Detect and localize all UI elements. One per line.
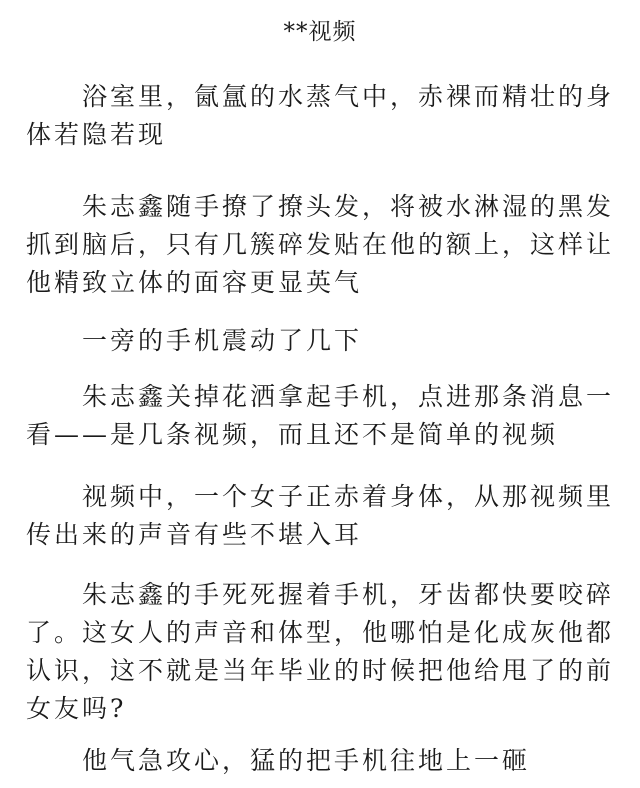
paragraph-2: 朱志鑫随手撩了撩头发，将被水淋湿的黑发抓到脑后，只有几簇碎发贴在他的额上，这样让他精致立体的面容更显英气 xyxy=(26,192,615,297)
paragraph-7: 他气急攻心，猛的把手机往地上一砸 xyxy=(82,746,531,775)
page-title: **视频 xyxy=(283,19,357,45)
paragraph-1: 浴室里，氤氲的水蒸气中，赤裸而精壮的身体若隐若现 xyxy=(26,82,615,149)
paragraph-3: 一旁的手机震动了几下 xyxy=(82,326,363,355)
paragraph-6: 朱志鑫的手死死握着手机，牙齿都快要咬碎了。这女人的声音和体型，他哪怕是化成灰他都认识，这不就是当年毕业的时候把他给甩了的前女友吗? xyxy=(26,580,615,723)
paragraph-5: 视频中，一个女子正赤着身体，从那视频里传出来的声音有些不堪入耳 xyxy=(26,482,615,549)
paragraph-4: 朱志鑫关掉花洒拿起手机，点进那条消息一看——是几条视频，而且还不是简单的视频 xyxy=(26,382,615,449)
